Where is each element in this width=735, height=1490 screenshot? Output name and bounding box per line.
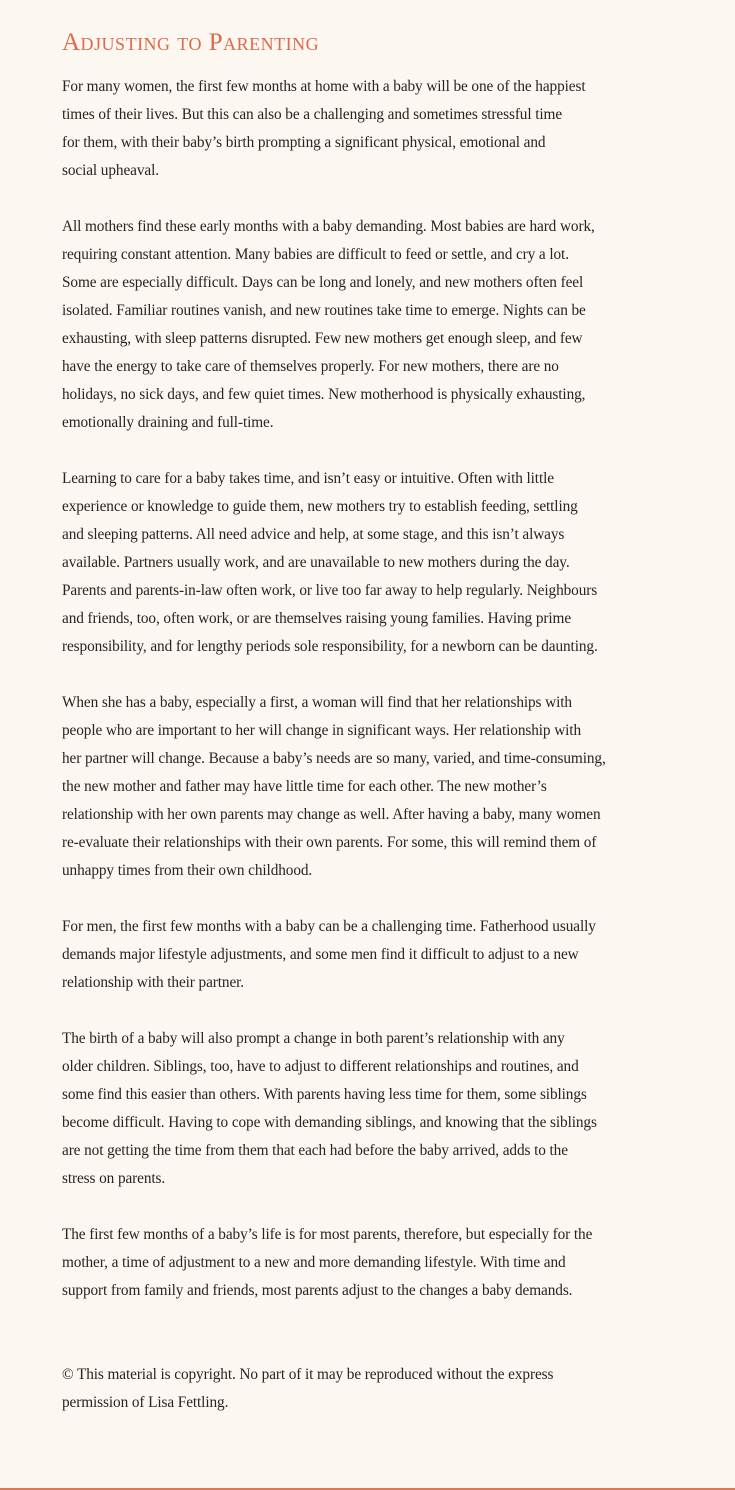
- paragraph-line: mother, a time of adjustment to a new and more demanding lifestyle. With time and: [62, 1254, 566, 1271]
- paragraph-line: and sleeping patterns. All need advice and help, at some stage, and this isn’t always: [62, 526, 565, 543]
- paragraph-line: emotionally draining and full-time.: [62, 414, 274, 431]
- paragraph: [62, 1025, 730, 1193]
- paragraph-line: re-evaluate their relationships with their own parents. For some, this will remind them of: [62, 834, 597, 851]
- paragraph: [62, 913, 730, 997]
- paragraph-line: social upheaval.: [62, 162, 159, 179]
- paragraph: [62, 689, 730, 885]
- copyright-line: permission of Lisa Fettling.: [62, 1394, 229, 1411]
- paragraph: [62, 1221, 730, 1305]
- paragraph-line: demands major lifestyle adjustments, and some men find it difficult to adjust to a new: [62, 946, 579, 963]
- paragraph-line: stress on parents.: [62, 1170, 166, 1187]
- copyright-notice: [62, 1361, 730, 1417]
- paragraph-line: people who are important to her will change in significant ways. Her relationship with: [62, 722, 582, 739]
- paragraph-line: older children. Siblings, too, have to adjust to different relationships and routines, and: [62, 1058, 579, 1075]
- paragraph-line: have the energy to take care of themselves properly. For new mothers, there are no: [62, 358, 559, 375]
- paragraph-line: requiring constant attention. Many babies are difficult to feed or settle, and cry a lot.: [62, 246, 569, 263]
- paragraph-line: her partner will change. Because a baby’s needs are so many, varied, and time-consuming,: [62, 750, 606, 767]
- paragraph-line: relationship with their partner.: [62, 974, 245, 991]
- paragraph-line: become difficult. Having to cope with demanding siblings, and knowing that the siblings: [62, 1114, 597, 1131]
- paragraph-line: and friends, too, often work, or are themselves raising young families. Having prime: [62, 610, 572, 627]
- paragraph: [62, 465, 730, 661]
- paragraph-line: times of their lives. But this can also be a challenging and sometimes stressful time: [62, 106, 563, 123]
- paragraph-line: exhausting, with sleep patterns disrupted. Few new mothers get enough sleep, and few: [62, 330, 583, 347]
- paragraph-line: isolated. Familiar routines vanish, and new routines take time to emerge. Nights can be: [62, 302, 586, 319]
- paragraph: [62, 73, 730, 185]
- paragraph-line: relationship with her own parents may change as well. After having a baby, many women: [62, 806, 601, 823]
- paragraph-line: available. Partners usually work, and are unavailable to new mothers during the day.: [62, 554, 570, 571]
- article: [62, 27, 730, 1445]
- article-body: [62, 73, 730, 1305]
- paragraph: [62, 213, 730, 437]
- paragraph-line: The first few months of a baby’s life is for most parents, therefore, but especially for the: [62, 1226, 593, 1243]
- paragraph-line: for them, with their baby’s birth prompting a significant physical, emotional and: [62, 134, 546, 151]
- paragraph-line: When she has a baby, especially a first, a woman will find that her relationships with: [62, 694, 572, 711]
- paragraph-line: experience or knowledge to guide them, new mothers try to establish feeding, settling: [62, 498, 578, 515]
- paragraph-line: are not getting the time from them that each had before the baby arrived, adds to the: [62, 1142, 568, 1159]
- paragraph-line: For men, the first few months with a baby can be a challenging time. Fatherhood usually: [62, 918, 596, 935]
- copyright-line: © This material is copyright. No part of it may be reproduced without the express: [62, 1366, 554, 1383]
- paragraph-line: the new mother and father may have little time for each other. The new mother’s: [62, 778, 547, 795]
- page-title: Adjusting to Parenting: [62, 29, 320, 56]
- paragraph-line: All mothers find these early months with a baby demanding. Most babies are hard work,: [62, 218, 595, 235]
- paragraph-line: support from family and friends, most parents adjust to the changes a baby demands.: [62, 1282, 573, 1299]
- paragraph-line: holidays, no sick days, and few quiet times. New motherhood is physically exhausting,: [62, 386, 586, 403]
- paragraph-line: The birth of a baby will also prompt a change in both parent’s relationship with any: [62, 1030, 565, 1047]
- paragraph-line: unhappy times from their own childhood.: [62, 862, 313, 879]
- paragraph-line: some find this easier than others. With parents having less time for them, some siblings: [62, 1086, 587, 1103]
- paragraph-line: responsibility, and for lengthy periods sole responsibility, for a newborn can be daunting.: [62, 638, 598, 655]
- paragraph-line: For many women, the first few months at home with a baby will be one of the happiest: [62, 78, 586, 95]
- paragraph-line: Some are especially difficult. Days can be long and lonely, and new mothers often feel: [62, 274, 584, 291]
- paragraph-line: Parents and parents-in-law often work, or live too far away to help regularly. Neighbours: [62, 582, 598, 599]
- paragraph-line: Learning to care for a baby takes time, and isn’t easy or intuitive. Often with little: [62, 470, 554, 487]
